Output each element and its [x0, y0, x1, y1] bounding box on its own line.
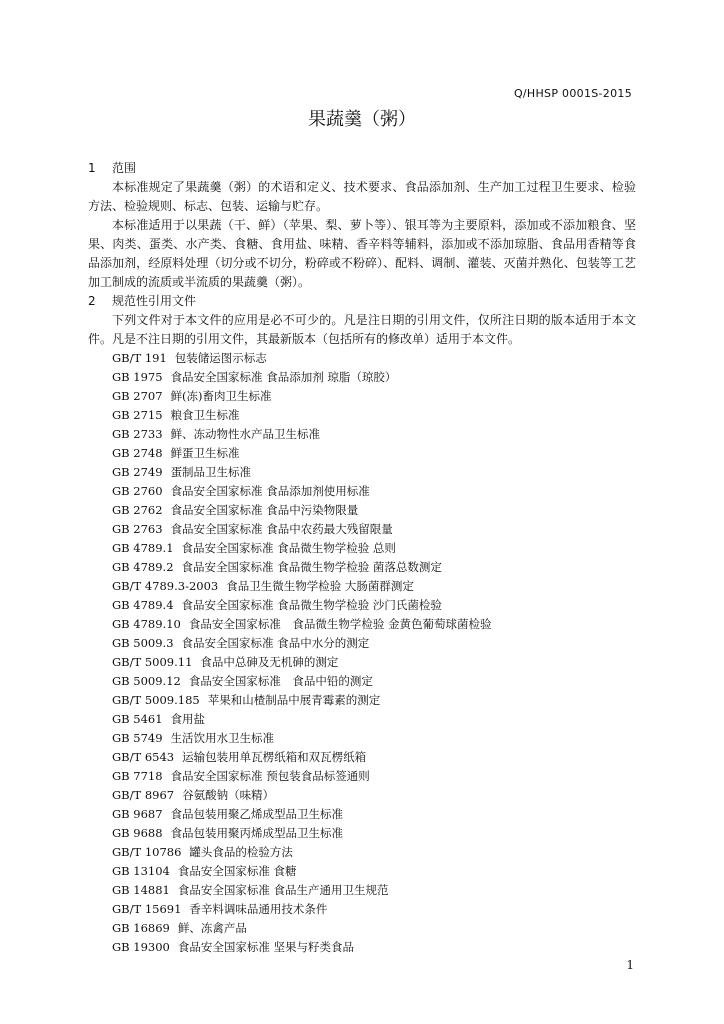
- reference-title: 食品卫生微生物学检验 大肠菌群测定: [226, 579, 414, 593]
- reference-item: [88, 900, 636, 919]
- reference-item: [88, 596, 636, 615]
- reference-title: 食品安全国家标准 坚果与籽类食品: [177, 940, 355, 954]
- reference-code: GB 19300: [112, 940, 170, 954]
- reference-title: 食品安全国家标准 食品中污染物限量: [170, 503, 359, 517]
- reference-title: 食品安全国家标准 食品微生物学检验 沙门氏菌检验: [181, 598, 442, 612]
- reference-item: [88, 691, 636, 710]
- reference-item: [88, 387, 636, 406]
- reference-item: [88, 482, 636, 501]
- reference-title: 食品安全国家标准 食品微生物学检验 金黄色葡萄球菌检验: [188, 617, 492, 631]
- reference-code: GB 14881: [112, 883, 170, 897]
- reference-code: GB/T 8967: [112, 788, 175, 802]
- reference-item: [88, 615, 636, 634]
- reference-code: GB/T 5009.185: [112, 693, 200, 707]
- reference-item: [88, 729, 636, 748]
- paragraph: 本标准规定了果蔬羹（粥）的术语和定义、技术要求、食品添加剂、生产加工过程卫生要求、检验方法、检验规则、标志、包装、运输与贮存。: [88, 180, 636, 213]
- reference-title: 鲜蛋卫生标准: [170, 446, 240, 460]
- reference-item: [88, 444, 636, 463]
- reference-code: GB 2763: [112, 522, 163, 536]
- reference-code: GB/T 4789.3-2003: [112, 579, 219, 593]
- reference-item: [88, 824, 636, 843]
- reference-title: 蛋制品卫生标准: [170, 465, 252, 479]
- reference-item: [88, 539, 636, 558]
- reference-item: [88, 577, 636, 596]
- reference-title: 食品安全国家标准 食品中水分的测定: [181, 636, 370, 650]
- reference-item: [88, 919, 636, 938]
- reference-code: GB 4789.1: [112, 541, 174, 555]
- reference-title: 食品安全国家标准 食品生产通用卫生规范: [177, 883, 389, 897]
- reference-code: GB/T 191: [112, 351, 167, 365]
- reference-title: 食品安全国家标准 食品添加剂使用标准: [170, 484, 370, 498]
- reference-item: [88, 406, 636, 425]
- reference-code: GB 5009.3: [112, 636, 174, 650]
- reference-item: [88, 672, 636, 691]
- reference-title: 食品中总砷及无机砷的测定: [200, 655, 339, 669]
- reference-code: GB 2749: [112, 465, 163, 479]
- reference-title: 运输包装用单瓦楞纸箱和双瓦楞纸箱: [182, 750, 367, 764]
- paragraph: 下列文件对于本文件的应用是必不可少的。凡是注日期的引用文件，仅所注日期的版本适用于本文件。凡是不注日期的引用文件，其最新版本（包括所有的修改单）适用于本文件。: [88, 313, 636, 346]
- reference-title: 食用盐: [170, 712, 206, 726]
- reference-code: GB 2748: [112, 446, 163, 460]
- reference-code: GB 9688: [112, 826, 163, 840]
- reference-code: GB 4789.4: [112, 598, 174, 612]
- reference-code: GB 5461: [112, 712, 163, 726]
- section-heading-scope: [88, 159, 636, 178]
- reference-title: 包装储运图示标志: [174, 351, 267, 365]
- reference-code: GB/T 5009.11: [112, 655, 193, 669]
- reference-item: [88, 558, 636, 577]
- reference-code: GB/T 15691: [112, 902, 182, 916]
- reference-code: GB/T 10786: [112, 845, 182, 859]
- reference-title: 食品安全国家标准 食品中农药最大残留限量: [170, 522, 393, 536]
- reference-item: [88, 634, 636, 653]
- reference-title: 食品安全国家标准 食品微生物学检验 总则: [181, 541, 396, 555]
- reference-code: GB 4789.10: [112, 617, 181, 631]
- document-body: [88, 159, 636, 957]
- reference-code: GB/T 6543: [112, 750, 175, 764]
- reference-item: [88, 843, 636, 862]
- reference-title: 香辛料调味品通用技术条件: [189, 902, 328, 916]
- reference-title: 食品安全国家标准 食品添加剂 琼脂（琼胶）: [170, 370, 397, 384]
- reference-title: 食品安全国家标准 食品微生物学检验 菌落总数测定: [181, 560, 442, 574]
- page-number: 1: [626, 958, 634, 972]
- reference-title: 食品安全国家标准 食糖: [177, 864, 297, 878]
- reference-item: [88, 710, 636, 729]
- reference-item: [88, 786, 636, 805]
- standard-code: Q/HHSP 0001S-2015: [513, 87, 632, 100]
- reference-code: GB 2715: [112, 408, 163, 422]
- reference-title: 鲜(冻)畜肉卫生标准: [170, 389, 272, 403]
- reference-code: GB 9687: [112, 807, 163, 821]
- reference-title: 食品包装用聚乙烯成型品卫生标准: [170, 807, 344, 821]
- reference-code: GB 2733: [112, 427, 163, 441]
- reference-code: GB 4789.2: [112, 560, 174, 574]
- reference-title: 食品安全国家标准 预包装食品标签通则: [170, 769, 370, 783]
- reference-item: [88, 862, 636, 881]
- reference-item: [88, 767, 636, 786]
- section-number: 2: [88, 294, 96, 308]
- reference-item: [88, 805, 636, 824]
- reference-code: GB 2762: [112, 503, 163, 517]
- reference-code: GB 2760: [112, 484, 163, 498]
- reference-title: 食品包装用聚丙烯成型品卫生标准: [170, 826, 344, 840]
- reference-code: GB 13104: [112, 864, 170, 878]
- reference-title: 粮食卫生标准: [170, 408, 240, 422]
- reference-code: GB 16869: [112, 921, 170, 935]
- reference-item: [88, 349, 636, 368]
- document-title: 果蔬羹（粥）: [308, 109, 416, 130]
- reference-item: [88, 425, 636, 444]
- reference-code: GB 5009.12: [112, 674, 181, 688]
- section-title: 规范性引用文件: [112, 294, 197, 308]
- reference-code: GB 5749: [112, 731, 163, 745]
- reference-item: [88, 520, 636, 539]
- reference-item: [88, 938, 636, 957]
- section-heading-normative-references: [88, 292, 636, 311]
- paragraph: 本标准适用于以果蔬（干、鲜）（苹果、梨、萝卜等）、银耳等为主要原料，添加或不添加粮食、坚果、肉类、蛋类、水产类、食糖、食用盐、味精、香辛料等辅料，添加或不添加琼脂、食品用香精等食品添加剂，经原料处理（切分或不切分，粉碎或不粉碎）、配料、调制、灌装、灭菌并熟化、包装等工艺加工制成的流质或半流质的果蔬羹（粥）。: [88, 218, 636, 289]
- reference-item: [88, 881, 636, 900]
- reference-item: [88, 748, 636, 767]
- reference-code: GB 2707: [112, 389, 163, 403]
- section-title: 范围: [112, 161, 137, 175]
- reference-code: GB 7718: [112, 769, 163, 783]
- reference-title: 食品安全国家标准 食品中铅的测定: [188, 674, 373, 688]
- reference-item: [88, 463, 636, 482]
- reference-list: [88, 349, 636, 957]
- reference-title: 鲜、冻禽产品: [177, 921, 247, 935]
- reference-title: 苹果和山楂制品中展青霉素的测定: [207, 693, 381, 707]
- reference-item: [88, 368, 636, 387]
- reference-title: 鲜、冻动物性水产品卫生标准: [170, 427, 321, 441]
- reference-code: GB 1975: [112, 370, 163, 384]
- reference-title: 谷氨酸钠（味精）: [182, 788, 275, 802]
- reference-title: 生活饮用水卫生标准: [170, 731, 275, 745]
- reference-title: 罐头食品的检验方法: [189, 845, 293, 859]
- section-number: 1: [88, 161, 96, 175]
- reference-item: [88, 653, 636, 672]
- reference-item: [88, 501, 636, 520]
